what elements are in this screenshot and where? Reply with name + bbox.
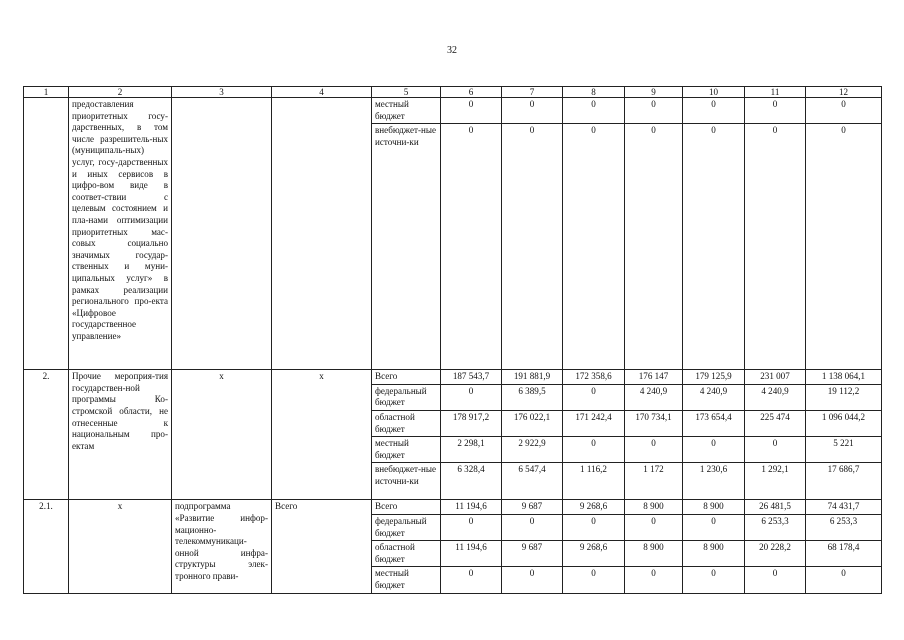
row-number-cell: 2. xyxy=(24,370,69,500)
value-cell: 9 687 xyxy=(502,541,563,567)
value-cell: 9 268,6 xyxy=(563,541,625,567)
value-cell: 20 228,2 xyxy=(745,541,806,567)
value-cell: 1 172 xyxy=(625,463,683,500)
funding-source: местный бюджет xyxy=(372,437,441,463)
value-cell: 8 900 xyxy=(683,541,745,567)
value-cell: 176 147 xyxy=(625,370,683,385)
measure-description: предоставления приоритетных госу-дарственных, в том числе разрешитель-ных (муниципаль-ных) услуг, госу-дарственных и иных сервисов в цифро-вом виде в соответ-ствии с целевым состоянием и пла-нами оптимизации приоритетных мас-совых социально значимых государ-ственных и муни-ципальных услуг» в рамках реализации регионального про-екта «Цифровое государственное управление» xyxy=(69,98,172,370)
value-cell: 0 xyxy=(441,124,502,370)
value-cell: 187 543,7 xyxy=(441,370,502,385)
funding-source: областной бюджет xyxy=(372,410,441,436)
value-cell: 0 xyxy=(563,567,625,593)
value-cell: 0 xyxy=(683,567,745,593)
value-cell: 0 xyxy=(563,124,625,370)
value-cell: 6 253,3 xyxy=(745,514,806,540)
column-number-row xyxy=(24,87,882,98)
value-cell: 0 xyxy=(441,514,502,540)
value-cell: 0 xyxy=(806,567,882,593)
value-cell: 231 007 xyxy=(745,370,806,385)
value-cell: 176 022,1 xyxy=(502,410,563,436)
value-cell: 171 242,4 xyxy=(563,410,625,436)
table-row xyxy=(24,98,882,124)
value-cell: 1 096 044,2 xyxy=(806,410,882,436)
value-cell: 0 xyxy=(625,567,683,593)
value-cell: 0 xyxy=(683,98,745,124)
value-cell: 0 xyxy=(502,124,563,370)
value-cell: 11 194,6 xyxy=(441,500,502,515)
value-cell: 225 474 xyxy=(745,410,806,436)
value-cell: 0 xyxy=(745,567,806,593)
subprogram-description: подпрограмма «Развитие инфор-мационно-телекоммуникаци-онной инфра-структуры элек-тронного прави- xyxy=(172,500,272,593)
value-cell: 0 xyxy=(683,514,745,540)
value-cell: 0 xyxy=(683,437,745,463)
value-cell: 5 221 xyxy=(806,437,882,463)
column-number: 10 xyxy=(683,87,745,98)
value-cell: 0 xyxy=(625,514,683,540)
value-cell: 170 734,1 xyxy=(625,410,683,436)
value-cell: 0 xyxy=(806,98,882,124)
value-cell: 172 358,6 xyxy=(563,370,625,385)
empty-cell xyxy=(272,98,372,370)
column-number: 5 xyxy=(372,87,441,98)
value-cell: 1 292,1 xyxy=(745,463,806,500)
measure-description: Прочие мероприя-тия государствен-ной программы Ко-стромской области, не отнесенные к национальным про-ектам xyxy=(69,370,172,500)
executor-cell: х xyxy=(172,370,272,500)
funding-source: Всего xyxy=(372,500,441,515)
value-cell: 68 178,4 xyxy=(806,541,882,567)
funding-source: внебюджет-ные источни-ки xyxy=(372,463,441,500)
funding-source: внебюджет-ные источни-ки xyxy=(372,124,441,370)
value-cell: 8 900 xyxy=(625,541,683,567)
value-cell: 2 922,9 xyxy=(502,437,563,463)
value-cell: 26 481,5 xyxy=(745,500,806,515)
column-number: 8 xyxy=(563,87,625,98)
funding-source: местный бюджет xyxy=(372,98,441,124)
measure-description: х xyxy=(69,500,172,593)
row-number-cell xyxy=(24,98,69,370)
value-cell: 0 xyxy=(441,98,502,124)
funding-source: местный бюджет xyxy=(372,567,441,593)
value-cell: 6 253,3 xyxy=(806,514,882,540)
executor-cell: Всего xyxy=(272,500,372,593)
value-cell: 6 389,5 xyxy=(502,384,563,410)
column-number: 1 xyxy=(24,87,69,98)
row-number-cell: 2.1. xyxy=(24,500,69,593)
value-cell: 8 900 xyxy=(683,500,745,515)
value-cell: 0 xyxy=(806,124,882,370)
value-cell: 1 230,6 xyxy=(683,463,745,500)
value-cell: 4 240,9 xyxy=(745,384,806,410)
value-cell: 9 687 xyxy=(502,500,563,515)
value-cell: 0 xyxy=(441,384,502,410)
value-cell: 0 xyxy=(502,98,563,124)
value-cell: 4 240,9 xyxy=(683,384,745,410)
value-cell: 2 298,1 xyxy=(441,437,502,463)
value-cell: 173 654,4 xyxy=(683,410,745,436)
value-cell: 0 xyxy=(745,98,806,124)
table-row xyxy=(24,500,882,515)
value-cell: 0 xyxy=(563,98,625,124)
value-cell: 191 881,9 xyxy=(502,370,563,385)
value-cell: 0 xyxy=(745,124,806,370)
value-cell: 0 xyxy=(683,124,745,370)
value-cell: 0 xyxy=(745,437,806,463)
value-cell: 179 125,9 xyxy=(683,370,745,385)
value-cell: 17 686,7 xyxy=(806,463,882,500)
value-cell: 0 xyxy=(441,567,502,593)
value-cell: 0 xyxy=(625,124,683,370)
value-cell: 19 112,2 xyxy=(806,384,882,410)
value-cell: 6 328,4 xyxy=(441,463,502,500)
value-cell: 0 xyxy=(563,437,625,463)
participant-cell: х xyxy=(272,370,372,500)
value-cell: 8 900 xyxy=(625,500,683,515)
column-number: 12 xyxy=(806,87,882,98)
column-number: 3 xyxy=(172,87,272,98)
funding-source: федеральный бюджет xyxy=(372,514,441,540)
column-number: 6 xyxy=(441,87,502,98)
value-cell: 178 917,2 xyxy=(441,410,502,436)
funding-source: Всего xyxy=(372,370,441,385)
value-cell: 0 xyxy=(502,567,563,593)
value-cell: 4 240,9 xyxy=(625,384,683,410)
value-cell: 1 116,2 xyxy=(563,463,625,500)
value-cell: 0 xyxy=(563,384,625,410)
value-cell: 6 547,4 xyxy=(502,463,563,500)
value-cell: 0 xyxy=(625,98,683,124)
column-number: 7 xyxy=(502,87,563,98)
funding-source: федеральный бюджет xyxy=(372,384,441,410)
funding-source: областной бюджет xyxy=(372,541,441,567)
value-cell: 9 268,6 xyxy=(563,500,625,515)
page-number: 32 xyxy=(447,45,457,56)
table-row xyxy=(24,370,882,385)
column-number: 2 xyxy=(69,87,172,98)
column-number: 4 xyxy=(272,87,372,98)
value-cell: 0 xyxy=(502,514,563,540)
column-number: 11 xyxy=(745,87,806,98)
value-cell: 0 xyxy=(625,437,683,463)
budget-table xyxy=(23,86,882,594)
empty-cell xyxy=(172,98,272,370)
value-cell: 1 138 064,1 xyxy=(806,370,882,385)
value-cell: 74 431,7 xyxy=(806,500,882,515)
value-cell: 0 xyxy=(563,514,625,540)
value-cell: 11 194,6 xyxy=(441,541,502,567)
column-number: 9 xyxy=(625,87,683,98)
